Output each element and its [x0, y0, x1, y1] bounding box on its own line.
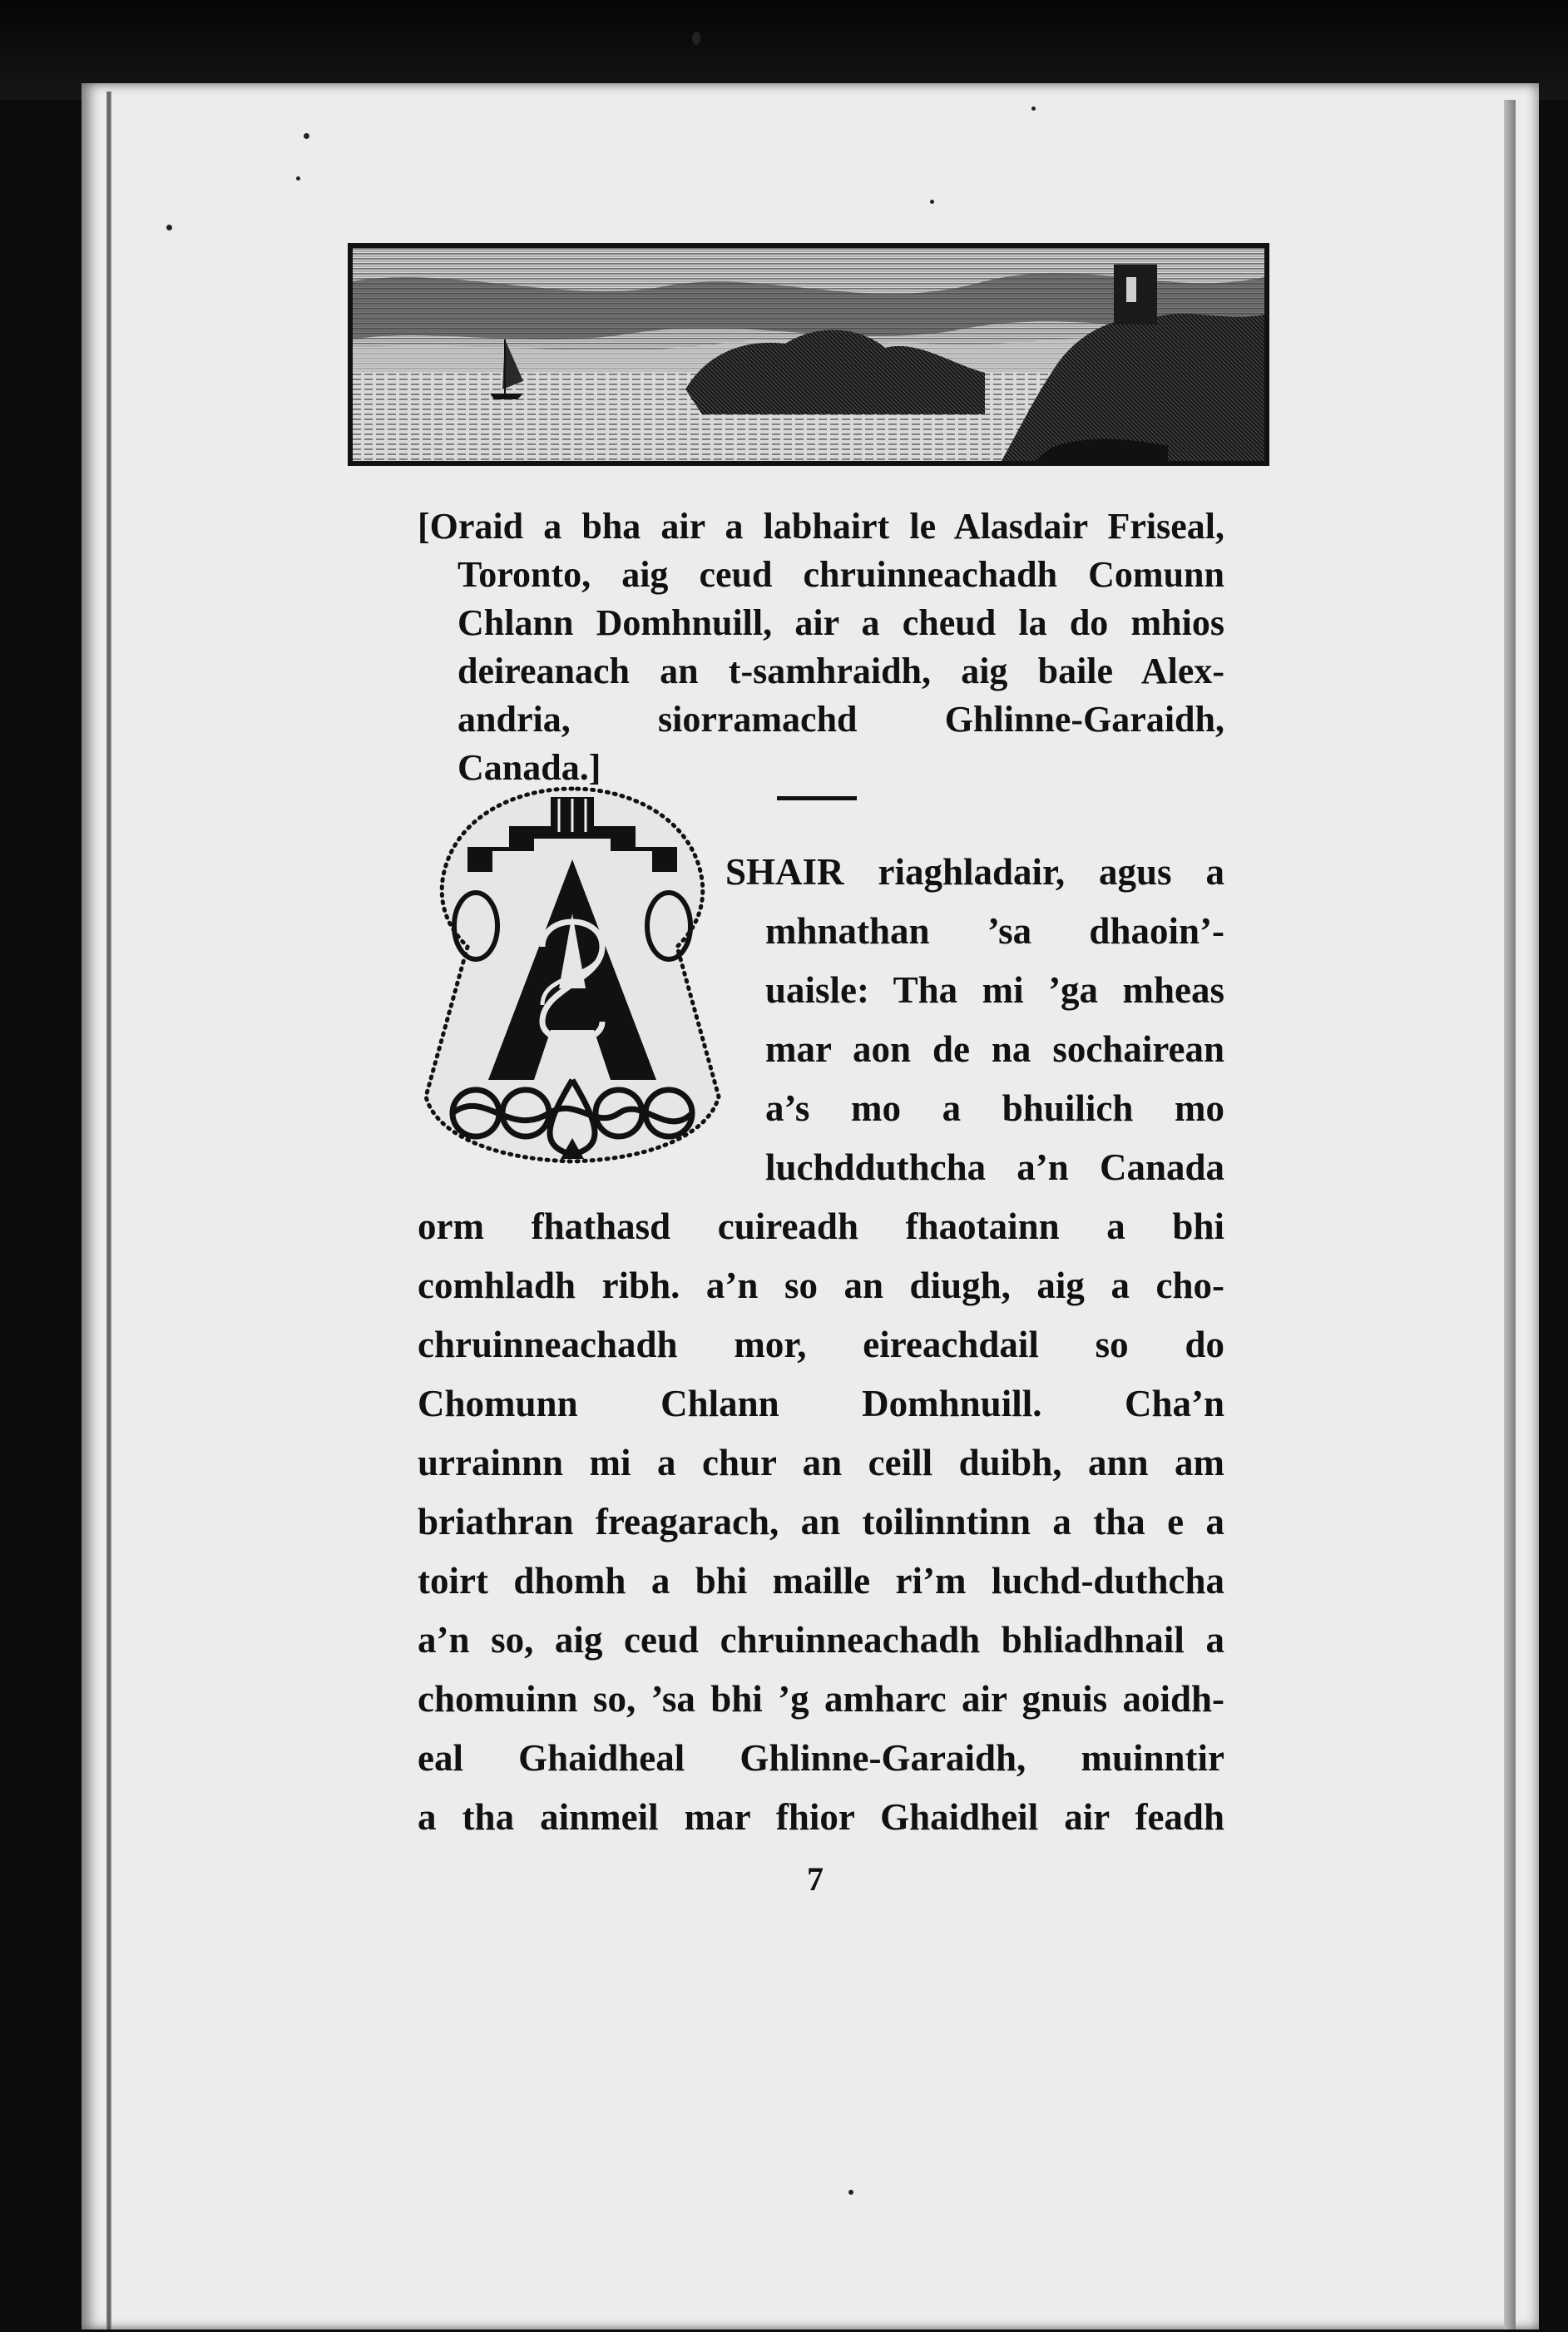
body-line: urrainnn mi a chur an ceill duibh, ann am	[418, 1442, 1224, 1483]
celtic-drop-cap-a	[418, 780, 727, 1165]
body-line: toirt dhomh a bhi maille ri’m luchd-duthcha	[418, 1560, 1224, 1602]
body-line: chomuinn so, ’sa bhi ’g amharc air gnuis aoidh-	[418, 1678, 1224, 1720]
page-number: 7	[807, 1860, 824, 1898]
body-line: comhladh ribh. a’n so an diugh, aig a cho-	[418, 1265, 1224, 1306]
section-rule	[777, 796, 857, 800]
body-line: chruinneachadh mor, eireachdail so do	[418, 1324, 1224, 1365]
body-line: luchdduthcha a’n Canada	[765, 1146, 1224, 1188]
body-line: Chomunn Chlann Domhnuill. Cha’n	[418, 1383, 1224, 1424]
speech-caption	[418, 503, 1224, 792]
scan-speck	[848, 2190, 853, 2195]
caption-line: Chlann Domhnuill, air a cheud la do mhios	[458, 602, 1224, 643]
body-line: mar aon de na sochairean	[765, 1028, 1224, 1070]
scan-speck	[296, 176, 300, 181]
body-line: a’s mo a bhuilich mo	[765, 1087, 1224, 1129]
page-edge	[1504, 100, 1516, 2330]
body-line: uaisle: Tha mi ’ga mheas	[765, 969, 1224, 1011]
body-line: a’n so, aig ceud chruinneachadh bhliadhnail a	[418, 1619, 1224, 1661]
caption-line: andria, siorramachd Ghlinne-Garaidh,	[458, 699, 1224, 740]
scan-speck	[304, 133, 309, 139]
body-line: mhnathan ’sa dhaoin’-	[765, 910, 1224, 952]
body-line: briathran freagarach, an toilinntinn a tha e a	[418, 1501, 1224, 1542]
caption-line: Canada.]	[458, 747, 601, 788]
scan-speck	[930, 200, 934, 204]
scan-speck	[1031, 106, 1036, 111]
caption-line: Toronto, aig ceud chruinneachadh Comunn	[458, 554, 1224, 595]
caption-line: [Oraid a bha air a labhairt le Alasdair Friseal,	[418, 506, 1224, 547]
binding-gutter	[106, 92, 111, 2330]
landscape-engraving	[353, 248, 1264, 461]
body-line: orm fhathasd cuireadh fhaotainn a bhi	[418, 1206, 1224, 1247]
landscape-headpiece	[348, 243, 1269, 466]
scan-speck	[166, 225, 172, 230]
body-line-drop-cap: SHAIR riaghladair, agus a	[725, 851, 1224, 893]
body-line: eal Ghaidheal Ghlinne-Garaidh, muinntir	[418, 1737, 1224, 1779]
scan-speck	[692, 32, 700, 45]
caption-line: deireanach an t-samhraidh, aig baile Alex-	[458, 651, 1224, 691]
decorative-initial	[418, 780, 727, 1165]
body-line: a tha ainmeil mar fhior Ghaidheil air feadh	[418, 1796, 1224, 1838]
